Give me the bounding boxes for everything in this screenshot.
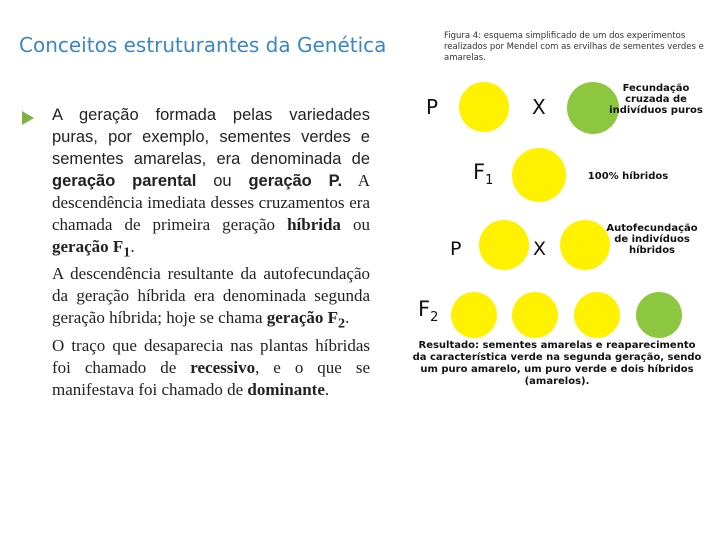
term-recessivo: recessivo	[190, 357, 256, 377]
paragraph-text-3b: .	[345, 308, 350, 328]
label-f1-letter: F	[473, 160, 486, 184]
paragraph-text-2c: .	[130, 237, 135, 256]
paragraph-text-4b: , e o que se manifestava foi chamado de	[52, 357, 370, 399]
label-p-hybrid: P	[450, 238, 462, 260]
label-f2-sub: 2	[430, 310, 439, 326]
term-f1-text: geração F	[52, 237, 124, 256]
yellow-seed-f2-3	[574, 292, 620, 338]
term-geracao-p: geração P.	[248, 172, 343, 190]
label-f2	[418, 297, 438, 325]
term-hibrida: híbrida	[287, 215, 341, 234]
term-dominante: dominante	[247, 379, 325, 399]
term-f1-sub: 1	[123, 244, 131, 261]
page-title: Conceitos estruturantes da Genética	[19, 33, 387, 57]
term-f2-text: geração F	[266, 308, 339, 328]
paragraph-text-1: A geração formada pelas variedades puras, por exemplo, sementes verdes e sementes amarelas, era denominada de	[52, 106, 370, 168]
term-geracao-f1	[52, 237, 131, 261]
yellow-seed-f2-1	[451, 292, 497, 338]
paragraph-text-2b: ou	[340, 215, 370, 234]
figure-caption: Figura 4: esquema simplificado de um dos experimentos realizados por Mendel com as ervilhas de sementes verdes e amarelas.	[444, 31, 704, 63]
bullet-arrow-icon	[22, 111, 34, 125]
label-p-parental: P	[426, 95, 439, 119]
label-f1-sub: 1	[485, 173, 494, 189]
note-fecundacao-cruzada: Fecundação cruzada de indivíduos puros	[609, 83, 703, 116]
note-100-hibridos: 100% híbridos	[587, 171, 669, 182]
note-autofecundacao: Autofecundação de indivíduos híbridos	[606, 223, 698, 256]
yellow-seed-hybrid-1	[479, 220, 529, 270]
label-cross-2: X	[533, 238, 547, 260]
paragraph-text-4: O traço que desaparecia nas plantas híbridas foi chamado de	[52, 335, 370, 377]
yellow-seed-parental	[459, 82, 509, 132]
paragraph-text-4c: .	[324, 379, 330, 399]
result-text: Resultado: sementes amarelas e reaparecimento da característica verde na segunda geração, sendo um puro amarelo, um puro verde e dois híbridos (amarelos).	[412, 340, 702, 387]
paragraph-text-1b: ou	[196, 172, 249, 190]
green-seed-f2	[636, 292, 682, 338]
body-paragraph	[52, 104, 370, 401]
paragraph-text-3: A descendência resultante da autofecundação da geração híbrida era denominada segunda geração híbrida; hoje se chama	[52, 264, 370, 328]
label-cross-1: X	[532, 95, 546, 119]
paragraph-text-2: A descendência imediata desses cruzamentos era chamada de primeira geração	[52, 171, 370, 234]
yellow-seed-f2-2	[512, 292, 558, 338]
term-geracao-parental: geração parental	[52, 172, 197, 190]
term-f2-sub: 2	[338, 315, 346, 332]
yellow-seed-f1	[512, 148, 566, 202]
label-f1	[473, 160, 493, 188]
term-geracao-f2	[266, 308, 346, 332]
label-f2-letter: F	[418, 297, 431, 321]
